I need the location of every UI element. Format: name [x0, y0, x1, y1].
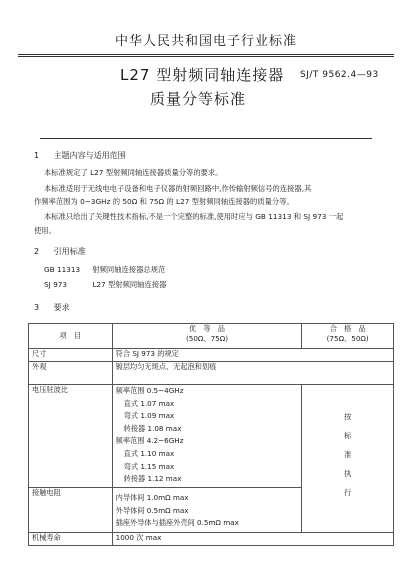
reference-code: GB 11313: [44, 265, 81, 274]
document-title: L27 型射频同轴连接器: [120, 66, 285, 84]
header-qualified-sub: (75Ω、50Ω): [326, 334, 369, 343]
row-item: 机械寿命: [29, 533, 113, 546]
header-qualified: [302, 324, 394, 349]
qualified-vertical-note: [302, 385, 394, 533]
header-qualified-label: 合 格 品: [329, 324, 366, 333]
spec-line: 转接器 1.12 max: [123, 474, 182, 484]
standard-number: SJ/T 9562.4—93: [300, 70, 379, 80]
row-content: 1000 次 max: [112, 533, 393, 546]
vertical-char: 执: [344, 469, 352, 478]
section-number: 2: [34, 247, 40, 256]
section-title: 主题内容与适用范围: [53, 151, 126, 160]
section-1-paragraph-2: 本标准适用于无线电电子设备和电子仪器的射频回路中,作传输射频信号的连接器,其: [44, 184, 312, 193]
issuing-organization: 中华人民共和国电子行业标准: [114, 34, 297, 49]
section-1-heading: [34, 150, 126, 161]
vertical-char: 标: [344, 431, 352, 440]
spec-line: 频率范围 4.2~6GHz: [115, 436, 184, 446]
header-rule-top: [18, 54, 394, 55]
section-1-paragraph-2-cont: 作频率范围为 0~3GHz 的 50Ω 和 75Ω 的 L27 型射频同轴连接器的质量分等。: [34, 197, 294, 206]
spec-line: 直式 1.10 max: [123, 448, 175, 458]
reference-2: [44, 280, 166, 290]
header-item: 项 目: [29, 324, 113, 349]
section-1-paragraph-3: 本标准只给出了关键性技术指标,不是一个完整的标准,使用时应与 GB 11313 和 SJ 973 一起: [44, 212, 344, 221]
spec-line: 弯式 1.15 max: [123, 461, 175, 471]
section-1-paragraph-1: 本标准规定了 L27 型射频同轴连接器质量分等的要求。: [44, 168, 223, 177]
section-2-heading: [34, 246, 86, 257]
title-divider: [40, 138, 372, 139]
row-content: 符合 SJ 973 的规定: [112, 349, 393, 362]
spec-line: 频率范围 0.5~4GHz: [115, 386, 184, 395]
table-header-row: [29, 324, 394, 349]
section-number: 1: [34, 151, 40, 160]
section-3-heading: [34, 302, 70, 313]
row-item: 尺寸: [29, 349, 113, 362]
reference-1: [44, 265, 165, 275]
reference-name: 射频同轴连接器总规范: [92, 265, 166, 274]
table-row: [29, 533, 394, 546]
header-premium-sub: (50Ω、75Ω): [185, 334, 229, 343]
spec-line: 插座外导体与插座外壳间 0.5mΩ max: [115, 518, 239, 528]
spec-line: 直式 1.07 max: [123, 398, 175, 408]
table-row: [29, 362, 394, 385]
vertical-char: 准: [344, 450, 352, 459]
reference-name: L27 型射频同轴连接器: [92, 280, 167, 289]
spec-line: 外导体间 0.5mΩ max: [115, 505, 189, 515]
spec-line: 弯式 1.09 max: [123, 411, 175, 421]
reference-code: SJ 973: [44, 280, 68, 289]
table-row: [29, 385, 394, 488]
spec-line: 转接器 1.08 max: [123, 423, 182, 433]
row-content: 镀层均匀无斑点、无起泡和划痕: [112, 362, 393, 385]
section-1-paragraph-3-cont: 使用。: [34, 226, 56, 235]
row-item: 电压驻波比: [29, 385, 113, 488]
document-subtitle: 质量分等标准: [150, 90, 247, 108]
row-item: 接触电阻: [29, 488, 113, 533]
row-content: [112, 488, 302, 533]
header-premium-label: 优 等 品: [189, 324, 225, 333]
spec-line: 内导体间 1.0mΩ max: [115, 493, 189, 502]
section-number: 3: [34, 303, 40, 312]
vertical-char: 按: [344, 412, 352, 421]
header-premium: [112, 324, 302, 349]
section-title: 引用标准: [53, 247, 86, 256]
vertical-char: 行: [344, 488, 352, 497]
row-item: 外观: [29, 362, 113, 385]
table-row: [29, 349, 394, 362]
header-rule-bottom: [18, 56, 394, 57]
requirements-table: [28, 323, 394, 546]
section-title: 要求: [53, 303, 70, 312]
row-content: [112, 385, 302, 488]
